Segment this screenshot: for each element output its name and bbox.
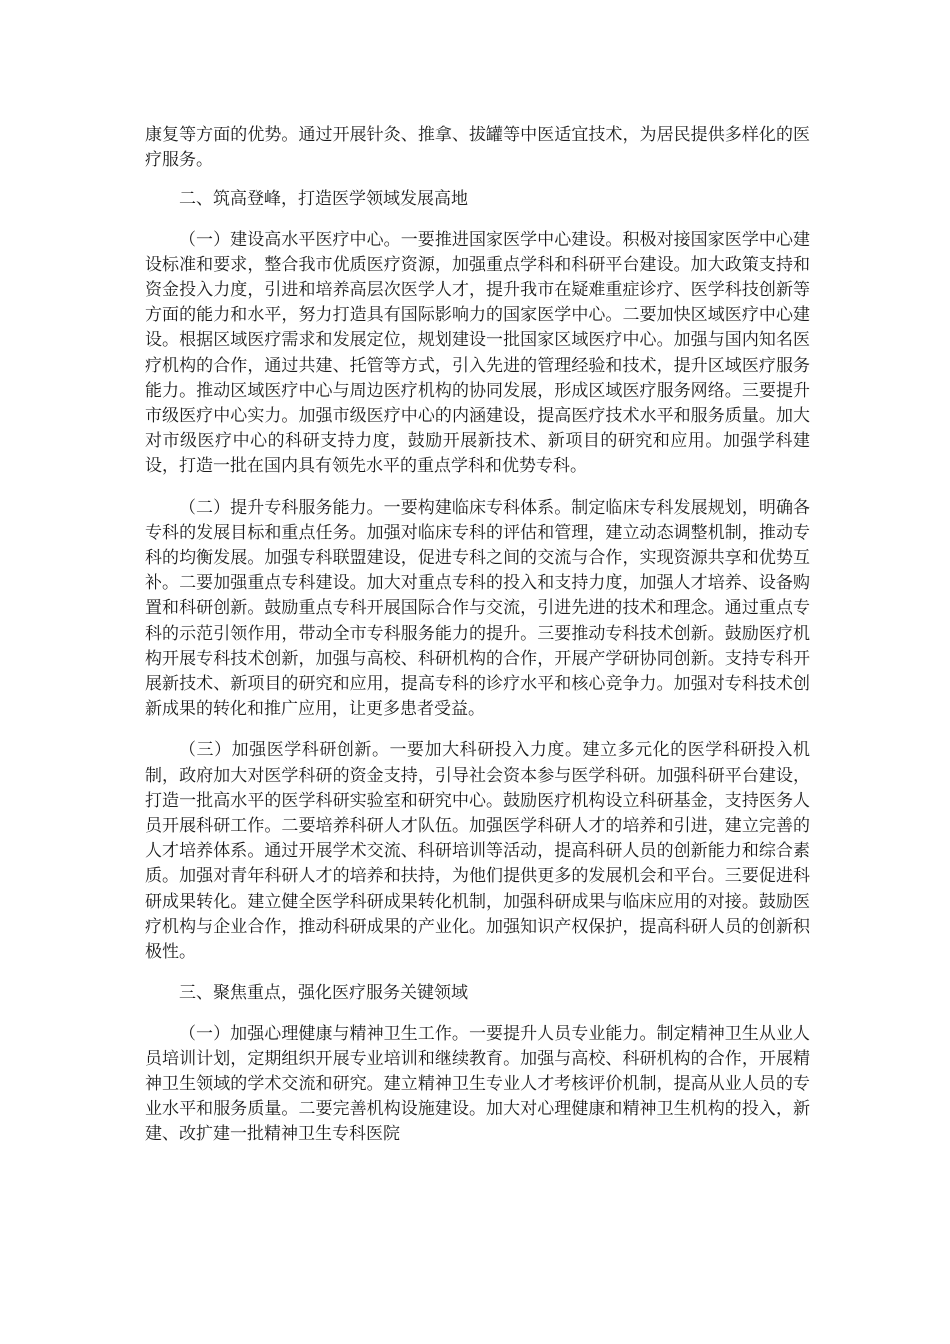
paragraph-mental-health: （一）加强心理健康与精神卫生工作。一要提升人员专业能力。制定精神卫生从业人员培训计划，定期组织开展专业培训和继续教育。加强与高校、科研机构的合作，开展精神卫生领域的学术交流和研究。建立精神卫生专业人才考核评价机制，提高从业人员的专业水平和服务质量。二要完善机构设施建设。加大对心理健康和精神卫生机构的投入，新建、改扩建一批精神卫生专科医院: [145, 1023, 810, 1145]
paragraph-medical-centers: （一）建设高水平医疗中心。一要推进国家医学中心建设。积极对接国家医学中心建设标准和要求，整合我市优质医疗资源，加强重点学科和科研平台建设。加大政策支持和资金投入力度，引进和培养高层次医学人才，提升我市在疑难重症诊疗、医学科技创新等方面的能力和水平，努力打造具有国际影响力的国家医学中心。二要加快区域医疗中心建设。根据区域医疗需求和发展定位，规划建设一批国家区域医疗中心。加强与国内知名医疗机构的合作，通过共建、托管等方式，引入先进的管理经验和技术，提升区域医疗服务能力。推动区域医疗中心与周边医疗机构的协同发展，形成区域医疗服务网络。三要提升市级医疗中心实力。加强市级医疗中心的内涵建设，提高医疗技术水平和服务质量。加大对市级医疗中心的科研支持力度，鼓励开展新技术、新项目的研究和应用。加强学科建设，打造一批在国内具有领先水平的重点学科和优势专科。: [145, 229, 810, 477]
paragraph-medical-research: （三）加强医学科研创新。一要加大科研投入力度。建立多元化的医学科研投入机制，政府加大对医学科研的资金支持，引导社会资本参与医学科研。加强科研平台建设，打造一批高水平的医学科研实验室和研究中心。鼓励医疗机构设立科研基金，支持医务人员开展科研工作。二要培养科研人才队伍。加强医学科研人才的培养和引进，建立完善的人才培养体系。通过开展学术交流、科研培训等活动，提高科研人员的创新能力和综合素质。加强对青年科研人才的培养和扶持，为他们提供更多的发展机会和平台。三要促进科研成果转化。建立健全医学科研成果转化机制，加强科研成果与临床应用的对接。鼓励医疗机构与企业合作，推动科研成果的产业化。加强知识产权保护，提高科研人员的创新积极性。: [145, 740, 810, 963]
document-body: [145, 123, 810, 1148]
section-heading-3: 三、聚焦重点，强化医疗服务关键领域: [179, 983, 468, 1004]
paragraph-specialty-services: （二）提升专科服务能力。一要构建临床专科体系。制定临床专科发展规划，明确各专科的发展目标和重点任务。加强对临床专科的评估和管理，建立动态调整机制，推动专科的均衡发展。加强专科联盟建设，促进专科之间的交流与合作，实现资源共享和优势互补。二要加强重点专科建设。加大对重点专科的投入和支持力度，加强人才培养、设备购置和科研创新。鼓励重点专科开展国际合作与交流，引进先进的技术和理念。通过重点专科的示范引领作用，带动全市专科服务能力的提升。三要推动专科技术创新。鼓励医疗机构开展专科技术创新，加强与高校、科研机构的合作，开展产学研协同创新。支持专科开展新技术、新项目的研究和应用，提高专科的诊疗水平和核心竞争力。加强对专科技术创新成果的转化和推广应用，让更多患者受益。: [145, 497, 810, 720]
section-heading-2: 二、筑高登峰，打造医学领域发展高地: [179, 189, 468, 210]
paragraph-continuation: 康复等方面的优势。通过开展针灸、推拿、拔罐等中医适宜技术，为居民提供多样化的医疗服务。: [145, 125, 810, 171]
